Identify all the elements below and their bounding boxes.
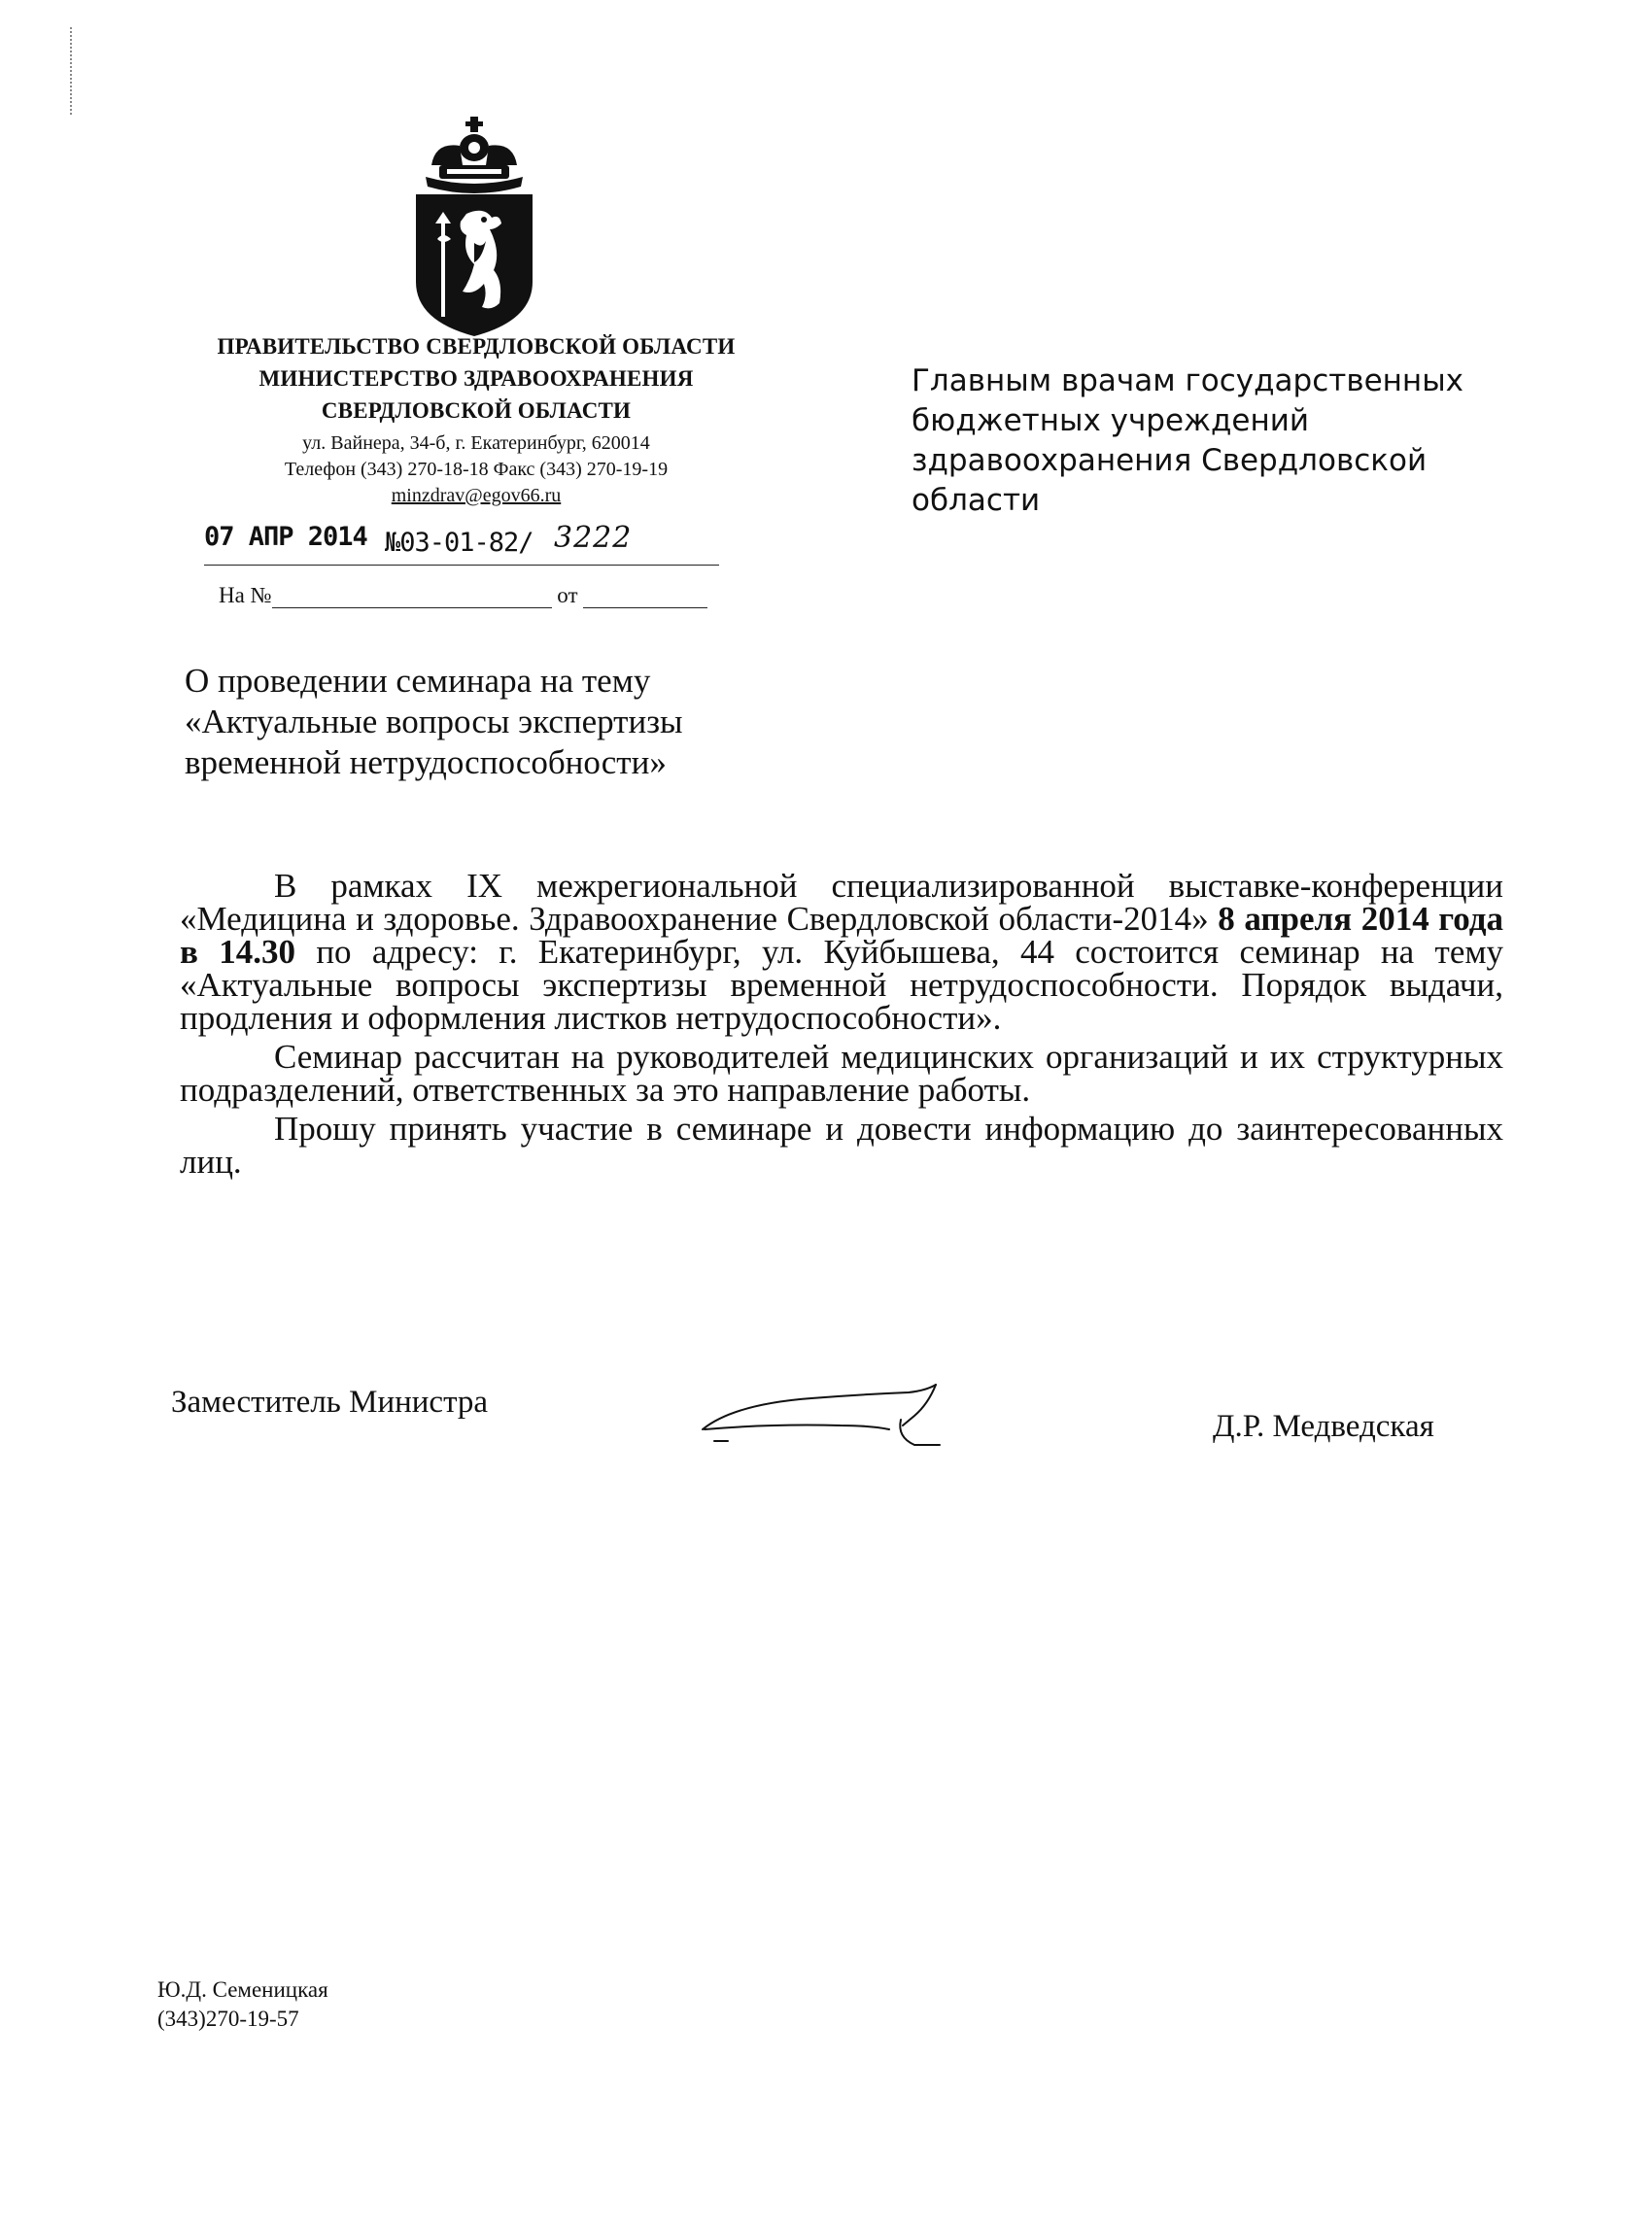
registration-number: №03-01-82/ (385, 528, 533, 558)
crown-icon (426, 117, 523, 193)
body-p1-event-datetime: 8 апреля 2014 года в 14.30 (180, 900, 1503, 971)
org-line-2: МИНИСТЕРСТВО ЗДРАВООХРАНЕНИЯ (258, 366, 694, 391)
recipient-line-4: области (912, 483, 1041, 518)
executor-name: Ю.Д. Семеницкая (157, 1977, 328, 2002)
reply-reference-row (219, 583, 707, 608)
executor-phone: (343)270-19-57 (157, 2007, 299, 2031)
registration-date-stamp: 07 АПР 2014 (204, 522, 367, 552)
org-line-3: СВЕРДЛОВСКОЙ ОБЛАСТИ (321, 398, 632, 423)
reply-to-label: На № (219, 583, 272, 607)
handwritten-signature (695, 1356, 986, 1462)
body-p1-text-a: В рамках IX межрегиональной специализированной выставке-конференции «Медицина и здоровье. Здравоохранение Свердловской области-2014» (180, 867, 1503, 938)
body-p1-text-b: по адресу: г. Екатеринбург, ул. Куйбышева, 44 состоится семинар на тему «Актуальные вопросы экспертизы временной нетрудоспособности. Порядок выдачи, продления и оформления листков нетрудоспособности». (180, 933, 1503, 1037)
recipient-line-2: бюджетных учреждений (912, 403, 1310, 438)
executor-block (157, 1975, 328, 2034)
body-paragraph-1 (180, 867, 1503, 1037)
org-address: ул. Вайнера, 34-б, г. Екатеринбург, 620014 (302, 432, 650, 454)
subject-line-3: временной нетрудоспособности» (185, 743, 667, 781)
letterhead-organization (175, 330, 777, 427)
subject-line-2: «Актуальные вопросы экспертизы (185, 703, 683, 740)
reply-from-label: от (557, 583, 578, 607)
body-paragraph-2: Семинар рассчитан на руководителей медицинских организаций и их структурных подразделений, ответственных за это направление работы. (180, 1038, 1503, 1109)
registration-number-handwritten: 3222 (554, 521, 633, 555)
signer-name: Д.Р. Медведская (1213, 1409, 1434, 1444)
org-email: minzdrav@egov66.ru (391, 485, 562, 506)
letter-subject (185, 661, 807, 783)
letterhead-contacts (175, 430, 777, 509)
recipient-block (912, 361, 1533, 521)
recipient-line-3: здравоохранения Свердловской (912, 443, 1428, 478)
recipient-line-1: Главным врачам государственных (912, 363, 1464, 398)
letter-body (180, 867, 1503, 1185)
org-phone: Телефон (343) 270-18-18 Факс (343) 270-19-19 (284, 459, 669, 480)
body-paragraph-3: Прошу принять участие в семинаре и довести информацию до заинтересованных лиц. (180, 1110, 1503, 1181)
reply-date-blank (583, 584, 707, 608)
scan-margin-marks (70, 27, 76, 115)
org-line-1: ПРАВИТЕЛЬСТВО СВЕРДЛОВСКОЙ ОБЛАСТИ (217, 334, 736, 359)
coat-of-arms-emblem (406, 117, 542, 340)
signer-title: Заместитель Министра (171, 1385, 489, 1420)
reply-number-blank (272, 584, 552, 608)
subject-line-1: О проведении семинара на тему (185, 662, 651, 700)
